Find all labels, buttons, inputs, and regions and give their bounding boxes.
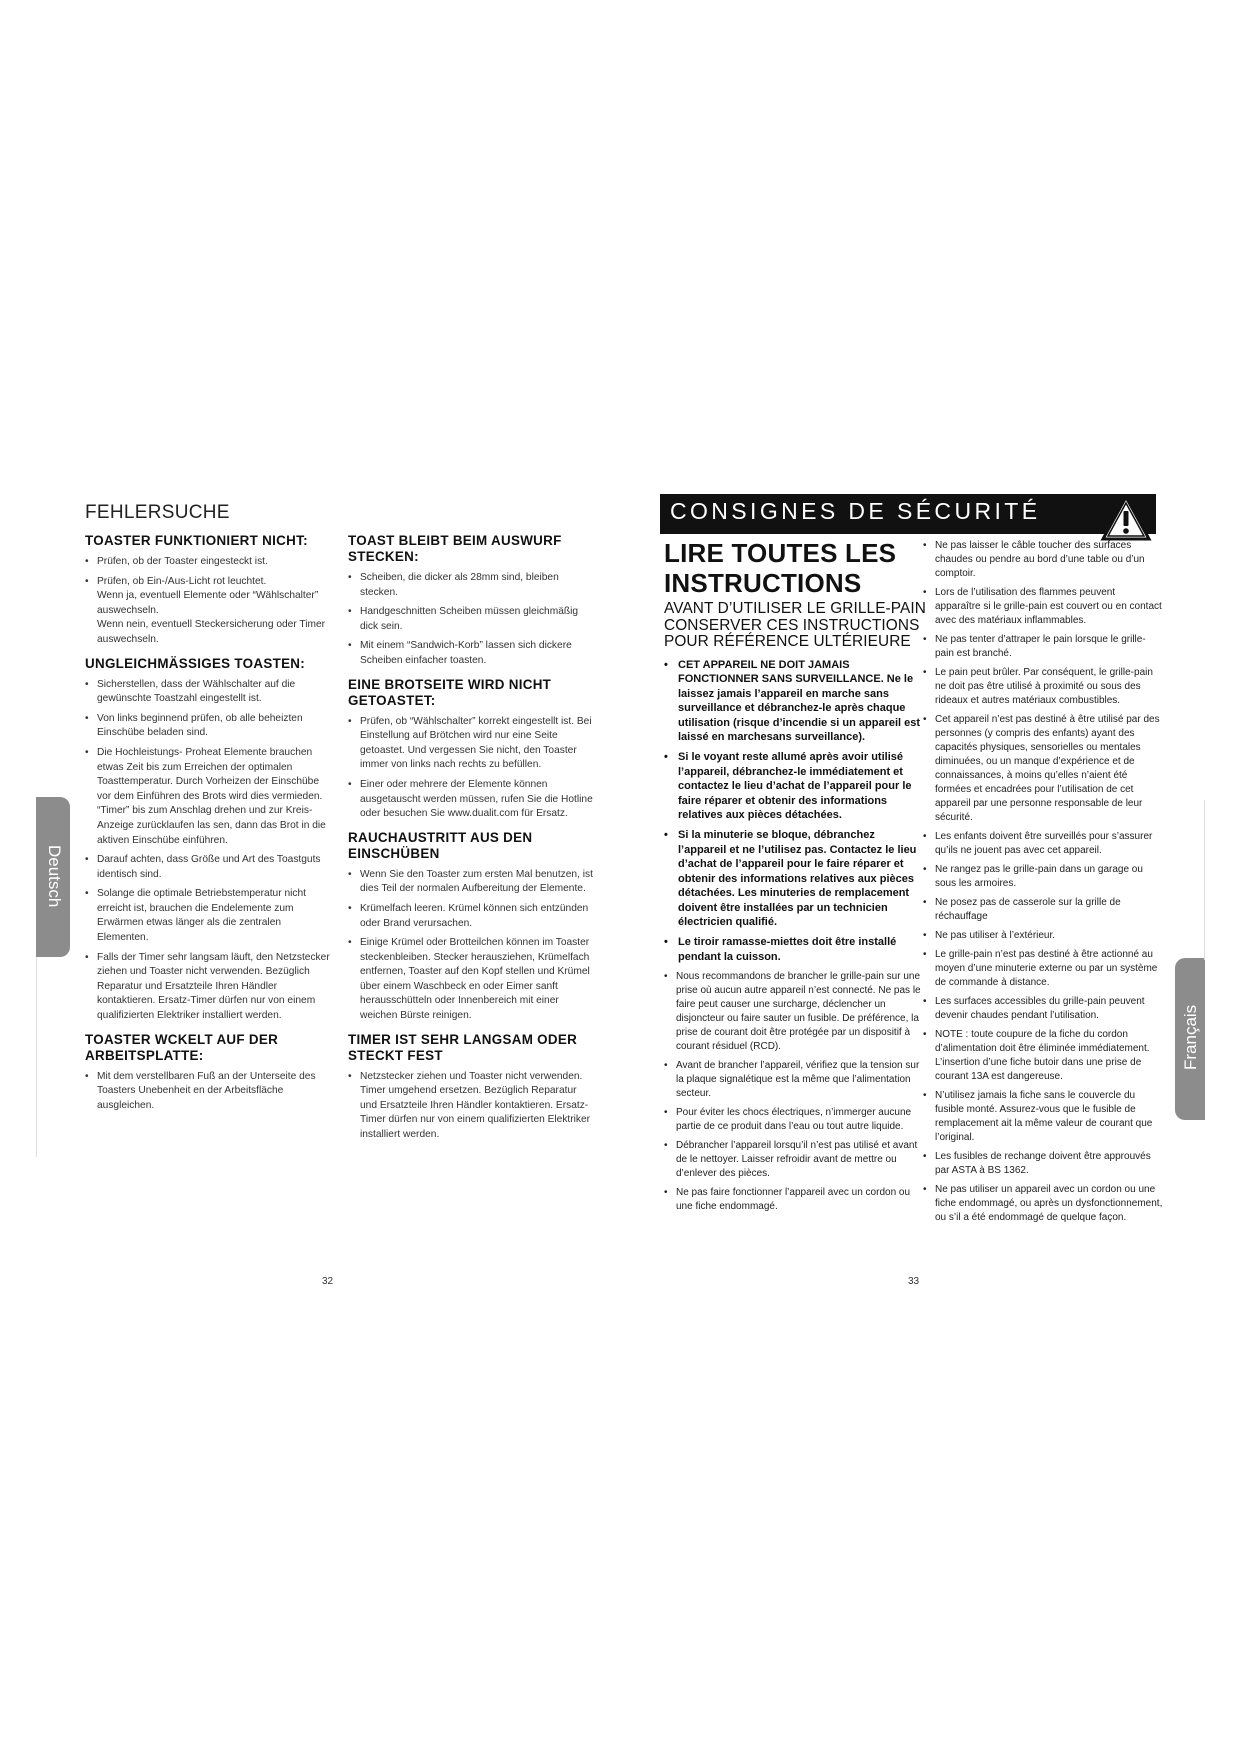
list-item [348, 639, 593, 668]
list-item: • Le pain peut brûler. Par conséquent, le grille-pain ne doit pas être utilisé à proximité ou sous des rideaux et autres matériaux combustibles. [923, 666, 1163, 708]
list-item: • Les fusibles de rechange doivent être approuvés par ASTA à BS 1362. [923, 1150, 1163, 1178]
list-item-text: Sicherstellen, dass der Wählschalter auf die gewünschte Toastzahl eingestellt ist. [97, 678, 296, 705]
side-tab-label: Français [1181, 1004, 1200, 1070]
section-heading: RAUCHAUSTRITT AUS DEN EINSCHÜBEN [348, 829, 533, 861]
german-left-column [85, 533, 335, 1118]
side-tab-deutsch[interactable] [36, 797, 70, 957]
section-heading: TOAST BLEIBT BEIM AUSWURF STECKEN: [348, 533, 562, 564]
list-item: • Le grille-pain n’est pas destiné à être actionné au moyen d’une minuterie externe ou par un système de commande à distance. [923, 948, 1163, 990]
list-item: • Lors de l’utilisation des flammes peuvent apparaître si le grille-pain est couvert ou en contact avec des matériaux inflammables. [923, 586, 1163, 628]
list-item-text: Netzstecker ziehen und Toaster nicht verwenden. Timer umgehend ersetzen. Bezüglich Reparatur und Ersatzteile Ihren Händler kontaktieren. Ersatz-Timer dürfen nur von einem qualifizierten Elektriker installiert werden. [360, 1070, 591, 1141]
list-item: • Ne pas utiliser à l’extérieur. [923, 929, 1163, 943]
list-item: • Les enfants doivent être surveillés pour s’assurer qu’ils ne jouent pas avec cet appareil. [923, 830, 1163, 858]
list-item-text: Darauf achten, dass Größe und Art des Toastguts identisch sind. [97, 854, 321, 880]
list-item-text: Einige Krümel oder Brotteilchen können im Toaster steckenbleiben. Stecker herausziehen, Krümelfach entfernen, Toaster auf den Kopf stellen und Krümel über einem Waschbeck en oder Eimer sanft herausschütteln oder Innenbereich mit einer weichen Bürste reinigen. [360, 937, 590, 1022]
safety-banner [660, 494, 1156, 534]
list-item: • Le tiroir ramasse-miettes doit être installé pendant la cuisson. [664, 935, 926, 964]
side-tab-francais[interactable] [1175, 958, 1205, 1120]
list-item: • Ne posez pas de casserole sur la grille de réchauffage [923, 896, 1163, 924]
banner-title: CONSIGNES DE SÉCURITÉ [670, 498, 1041, 524]
bullet-list [348, 868, 593, 1024]
list-item-text: Handgeschnitten Scheiben müssen gleichmäßig dick sein. [360, 606, 579, 632]
list-item [85, 555, 335, 570]
list-item [85, 712, 335, 741]
list-item [348, 605, 593, 634]
list-item: • Nous recommandons de brancher le grille-pain sur une prise où aucun autre appareil n’est connecté. Ne pas le faire peut causer une surcharge, déclencher un disjoncteur ou faire sauter un fusible. De préférence, la prise de courant doit être protégée par un dispositif à courant résiduel (RCD). [664, 970, 926, 1054]
list-item [348, 868, 593, 897]
list-item-text: Die Hochleistungs- Proheat Elemente brauchen etwas Zeit bis zum Erreichen der optimalen Toasttemperatur. Durch Vorheizen der Einschübe vor dem Einführen des Brots wird dies vermieden. “Timer” bis zum Anschlag drehen und zur Kreis-Anzeige zurücklaufen las sen, dann das Brot in die aktiven Einschübe einführen. [97, 746, 326, 846]
list-item: • Ne pas laisser le câble toucher des surfaces chaudes ou pendre au bord d’une table ou d’un comptoir. [923, 539, 1163, 581]
list-item [85, 1070, 335, 1114]
bold-warning-list [664, 658, 926, 964]
normal-warning-list [664, 970, 926, 1214]
bullet-list [348, 715, 593, 822]
french-right-column [923, 539, 1163, 1230]
german-right-column [348, 533, 593, 1148]
list-item-text: Prüfen, ob der Toaster eingesteckt ist. [97, 556, 268, 567]
list-item-text: Solange die optimale Betriebstemperatur nicht erreicht ist, brauchen die Endelemente zum Erwärmen etwas länger als die zentralen Elementen. [97, 888, 306, 944]
bullet-list [85, 678, 335, 1024]
list-item: • Si le voyant reste allumé après avoir utilisé l’appareil, débranchez-le immédiatement et contactez le lieu d’achat de l’appareil pour le faire réparer et obtenir des informations relatives aux pièces détachées. [664, 750, 926, 822]
right-warning-list [923, 539, 1163, 1225]
section-heading: UNGLEICHMÄSSIGES TOASTEN: [85, 655, 306, 671]
page-number-left: 32 [322, 1276, 334, 1287]
list-item-text: Prüfen, ob Ein-/Aus-Licht rot leuchtet. [97, 575, 267, 587]
edge-line [36, 957, 37, 1157]
list-item [348, 571, 593, 600]
list-item-text: Krümelfach leeren. Krümel können sich entzünden oder Brand verursachen. [360, 902, 589, 929]
list-item [348, 715, 593, 773]
heading-before-use: AVANT D’UTILISER LE GRILLE-PAIN CONSERVER CES INSTRUCTIONS POUR RÉFÉRENCE ULTÉRIEURE [664, 600, 926, 650]
list-item: • Les surfaces accessibles du grille-pain peuvent devenir chaudes pendant l’utilisation. [923, 995, 1163, 1023]
list-item: • Ne pas tenter d’attraper le pain lorsque le grille-pain est branché. [923, 633, 1163, 661]
list-item: • Pour éviter les chocs électriques, n’immerger aucune partie de ce produit dans l’eau ou tout autre liquide. [664, 1106, 926, 1134]
section-heading: TIMER IST SEHR LANGSAM ODER STECKT FEST [348, 1031, 578, 1063]
list-item-subtext: Wenn nein, eventuell Steckersicherung oder Timer auswechseln. [97, 619, 326, 645]
bullet-list [348, 571, 593, 669]
list-item-text: Mit einem “Sandwich-Korb” lassen sich dickere Scheiben einfacher toasten. [360, 640, 572, 666]
list-item [85, 853, 335, 882]
list-item-text: Von links beginnend prüfen, ob alle beheizten Einschübe beladen sind. [97, 712, 303, 739]
bullet-list [348, 1070, 593, 1143]
list-item [348, 778, 593, 822]
list-item: • Ne rangez pas le grille-pain dans un garage ou sous les armoires. [923, 863, 1163, 891]
edge-line [1204, 800, 1205, 960]
list-item: • N’utilisez jamais la fiche sans le couvercle du fusible monté. Assurez-vous que le fusible de remplacement ait la même valeur de courant que l’original. [923, 1089, 1163, 1145]
list-item: • Ne pas faire fonctionner l’appareil avec un cordon ou une fiche endommagé. [664, 1186, 926, 1214]
section-heading: TOASTER WCKELT AUF DER ARBEITSPLATTE: [85, 1031, 279, 1063]
list-item-text: Mit dem verstellbaren Fuß an der Unterseite des Toasters Unebenheit en der Arbeitsfläche ausgleichen. [97, 1070, 316, 1111]
section-heading: EINE BROTSEITE WIRD NICHT GETOASTET: [348, 676, 552, 708]
list-item: • Débrancher l’appareil lorsqu’il n’est pas utilisé et avant de le nettoyer. Laisser refroidir avant de mettre ou d’enlever des pièces. [664, 1139, 926, 1181]
list-item-text: Einer oder mehrere der Elemente können ausgetauscht werden müssen, rufen Sie die Hotline oder besuchen Sie www.dualit.com für Ersatz. [360, 778, 593, 820]
list-item [85, 678, 335, 707]
list-item [348, 1070, 593, 1143]
list-item [348, 902, 593, 931]
list-item-text: Wenn Sie den Toaster zum ersten Mal benutzen, ist dies Teil der normalen Aufbereitung der Elemente. [360, 868, 593, 895]
list-item-text: Prüfen, ob “Wählschalter” korrekt eingestellt ist. Bei Einstellung auf Brötchen wird nur eine Seite getoastet. Und vergessen Sie nicht, den Toaster immer von links nach rechts zu befüllen. [360, 715, 592, 771]
list-item: • Cet appareil n’est pas destiné à être utilisé par des personnes (y compris des enfants) ayant des capacités physiques, sensorielles ou mentales diminuées, ou un manque d’expérience et de connaissances, à moins qu’elles n’aient été formées et encadrées pour l’utilisation de cet appareil par une personne responsable de leur sécurité. [923, 713, 1163, 825]
warning-triangle-icon [1100, 494, 1152, 542]
french-middle-column [664, 658, 926, 1219]
list-item [348, 936, 593, 1024]
bullet-list [85, 1070, 335, 1114]
list-item: • Ne pas utiliser un appareil avec un cordon ou une fiche endommagé, ou après un dysfonctionnement, ou s’il a été endommagé de quelque façon. [923, 1183, 1163, 1225]
list-item [85, 951, 335, 1024]
list-item-text: Falls der Timer sehr langsam läuft, den Netzstecker ziehen und Toaster nicht verwenden. Bezüglich Reparatur und Ersatzteile Ihren Händler kontaktieren. Ersatz-Timer dürfen nur von einem qualifizierten Elektriker installiert werden. [97, 951, 330, 1022]
page-title-fehlersuche: FEHLERSUCHE [85, 502, 230, 523]
list-item-text: Scheiben, die dicker als 28mm sind, bleiben stecken. [360, 572, 559, 598]
heading-read-all-instructions: LIRE TOUTES LES INSTRUCTIONS [664, 538, 897, 598]
list-item: • Si la minuterie se bloque, débranchez l’appareil et ne l’utilisez pas. Contactez le lieu d’achat de l’appareil pour le faire réparer et obtenir des informations relatives aux pièces détachées. Les minuteries de remplacement doivent être installées par un technicien électricien qualifié. [664, 828, 926, 929]
page-number-right: 33 [908, 1276, 920, 1287]
list-item: • NOTE : toute coupure de la fiche du cordon d’alimentation doit être éliminée immédiatement. L’insertion d’une fiche butoir dans une prise de courant 13A est dangereuse. [923, 1028, 1163, 1084]
list-item: • Avant de brancher l’appareil, vérifiez que la tension sur la plaque signalétique est la même que l’alimentation secteur. [664, 1059, 926, 1101]
list-item [85, 575, 335, 648]
list-item [85, 887, 335, 945]
side-tab-label: Deutsch [45, 845, 64, 908]
list-item [85, 746, 335, 848]
bullet-list [85, 555, 335, 648]
section-heading: TOASTER FUNKTIONIERT NICHT: [85, 533, 308, 548]
list-item: • CET APPAREIL NE DOIT JAMAIS FONCTIONNER SANS SURVEILLANCE. Ne le laissez jamais l’appareil en marche sans surveillance et débranchez-le après chaque utilisation (risque d’incendie si un appareil est laissé en marchesans surveillance). [664, 658, 926, 744]
list-item-subtext: Wenn ja, eventuell Elemente oder “Wählschalter” auswechseln. [97, 590, 319, 616]
